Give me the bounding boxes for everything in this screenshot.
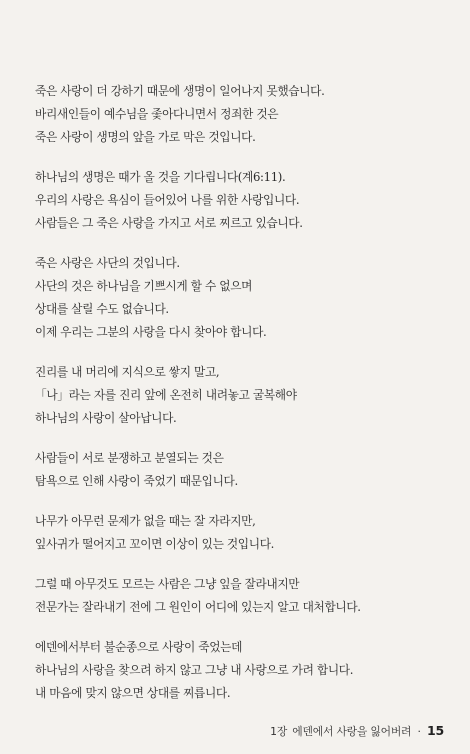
page-footer [270,723,444,739]
paragraph-4 [35,361,455,430]
paragraph-6 [35,510,455,556]
paragraph-7 [35,573,455,619]
paragraph-3 [35,252,455,344]
text-line: 탐욕으로 인해 사랑이 죽었기 때문입니다. [35,474,238,488]
text-line: 에덴에서부터 불순종으로 사랑이 죽었는데 [35,640,243,654]
text-line: 그럴 때 아무것도 모르는 사람은 그냥 잎을 잘라내지만 [35,577,300,591]
text-line: 이제 우리는 그분의 사랑을 다시 찾아야 합니다. [35,325,267,339]
text-line: 나무가 아무런 문제가 없을 때는 잘 자라지만, [35,514,256,528]
footer-separator: · [417,725,421,738]
text-line: 사람들은 그 죽은 사랑을 가지고 서로 찌르고 있습니다. [35,216,303,230]
paragraph-8 [35,636,455,705]
page-number: 15 [427,723,444,738]
text-line: 우리의 사랑은 욕심이 들어있어 나를 위한 사랑입니다. [35,193,300,207]
text-line: 전문가는 잘라내기 전에 그 원인이 어디에 있는지 알고 대처합니다. [35,600,361,614]
text-line: 「나」라는 자를 진리 앞에 온전히 내려놓고 굴복해야 [35,388,297,402]
text-line: 사람들이 서로 분쟁하고 분열되는 것은 [35,451,224,465]
text-line: 죽은 사랑은 사단의 것입니다. [35,256,180,270]
text-line: 잎사귀가 떨어지고 꼬이면 이상이 있는 것입니다. [35,537,274,551]
chapter-label: 1장 [270,725,288,738]
text-line: 내 마음에 맞지 않으면 상대를 찌릅니다. [35,686,231,700]
text-line: 죽은 사랑이 더 강하기 때문에 생명이 일어나지 못했습니다. [35,84,325,98]
text-line: 바리새인들이 예수님을 좇아다니면서 정죄한 것은 [35,107,279,121]
paragraph-1 [35,80,455,149]
text-line: 하나님의 사랑이 살아납니다. [35,411,177,425]
text-line: 죽은 사랑이 생명의 앞을 가로 막은 것입니다. [35,130,256,144]
chapter-title: 에덴에서 사랑을 잃어버려 [292,725,412,738]
text-line: 사단의 것은 하나님을 기쁘시게 할 수 없으며 [35,279,253,293]
paragraph-5 [35,447,455,493]
text-line: 하나님의 생명은 때가 올 것을 기다립니다(계6:11). [35,170,286,184]
paragraph-2 [35,166,455,235]
text-line: 상대를 살릴 수도 없습니다. [35,302,169,316]
text-line: 하나님의 사랑을 찾으려 하지 않고 그냥 내 사랑으로 가려 합니다. [35,663,354,677]
body-text [35,80,455,722]
text-line: 진리를 내 머리에 지식으로 쌓지 말고, [35,365,220,379]
